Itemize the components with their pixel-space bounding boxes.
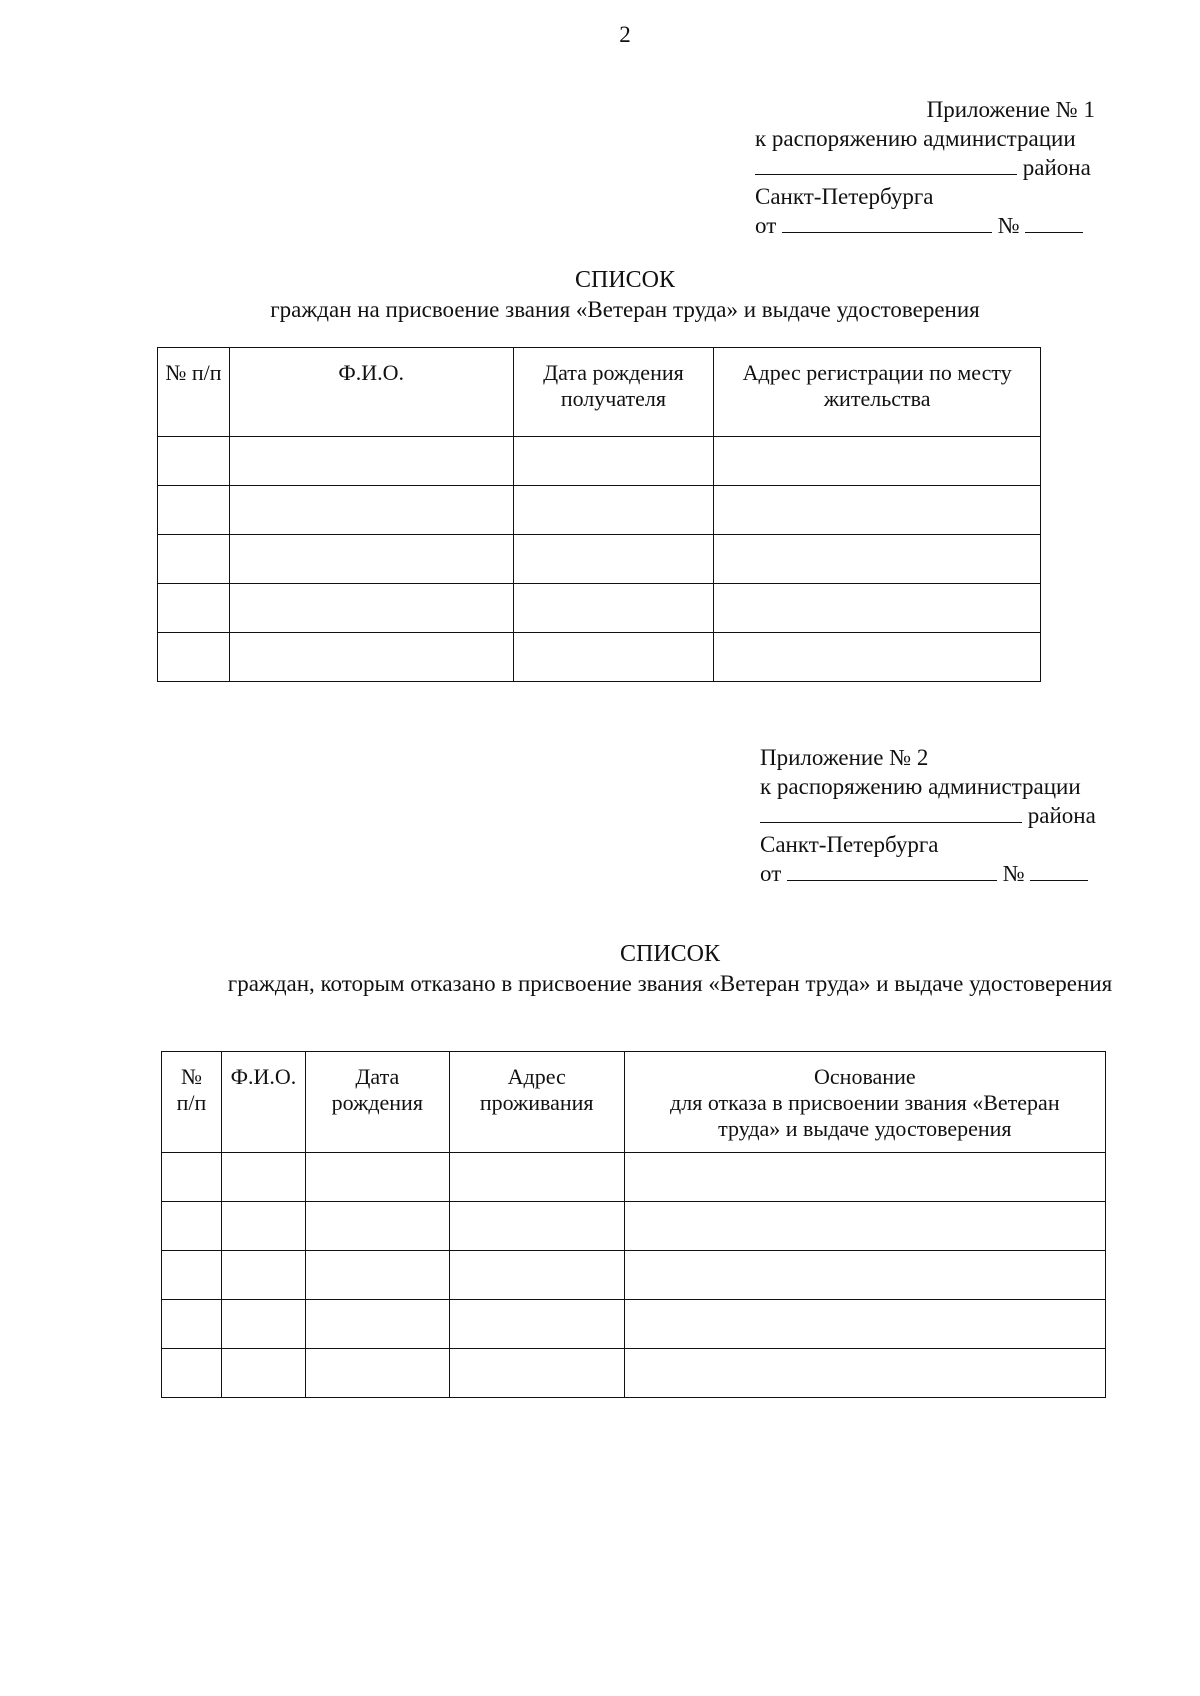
number-blank [1025,212,1083,233]
appendix-2-city: Санкт-Петербурга [760,832,939,857]
list-2-heading: СПИСОК [619,941,721,967]
district-blank [760,802,1022,823]
appendix-2-district-line [760,801,1100,830]
list-1-title [0,266,1200,324]
column-header-address: Адрес регистрации по месту жительства [714,348,1041,437]
district-label: района [1022,155,1091,180]
table-row [158,584,1041,633]
column-header-birth-date: Дата рождения [305,1052,449,1153]
table-row [162,1251,1106,1300]
column-header-residence-address: Адрес проживания [449,1052,624,1153]
column-header-number: № п/п [158,348,230,437]
table-row [162,1153,1106,1202]
table-row [162,1349,1106,1398]
appendix-1-order-line: к распоряжению администрации [755,126,1076,151]
appendix-1-city: Санкт-Петербурга [755,184,934,209]
list-1-heading: СПИСОК [574,267,676,293]
table-header-row [162,1052,1106,1153]
appendix-1-header [755,95,1095,240]
refusals-list-table [161,1051,1106,1398]
table-row [158,535,1041,584]
appendix-2-header [760,743,1100,888]
column-header-birth-date: Дата рождения получателя [513,348,714,437]
appendix-2-date-line [760,859,1100,888]
table-row [158,486,1041,535]
number-label: № [997,213,1020,238]
column-header-refusal-reason: Основание для отказа в присвоении звания «Ветеран труда» и выдаче удостоверения [624,1052,1105,1153]
district-label: района [1027,803,1096,828]
column-header-full-name: Ф.И.О. [221,1052,305,1153]
table-row [162,1300,1106,1349]
veterans-list-table [157,347,1041,682]
column-header-number: № п/п [162,1052,222,1153]
table-row [158,633,1041,682]
from-label: от [755,213,777,238]
number-blank [1030,860,1088,881]
table-row [158,437,1041,486]
list-1-subheading: граждан на присвоение звания «Ветеран труда» и выдаче удостоверения [270,297,980,322]
district-blank [755,154,1017,175]
appendix-2-order-line: к распоряжению администрации [760,774,1081,799]
appendix-1-title: Приложение № 1 [926,97,1095,122]
column-header-full-name: Ф.И.О. [229,348,513,437]
date-blank [782,212,992,233]
appendix-2-title: Приложение № 2 [760,745,929,770]
appendix-1-district-line [755,153,1095,182]
table-header-row [158,348,1041,437]
list-2-title [0,940,1200,998]
page-number: 2 [619,22,631,47]
date-blank [787,860,997,881]
appendix-1-date-line [755,211,1095,240]
number-label: № [1002,861,1025,886]
table-row [162,1202,1106,1251]
list-2-subheading: граждан, которым отказано в присвоение звания «Ветеран труда» и выдаче удостоверения [227,971,1113,996]
from-label: от [760,861,782,886]
